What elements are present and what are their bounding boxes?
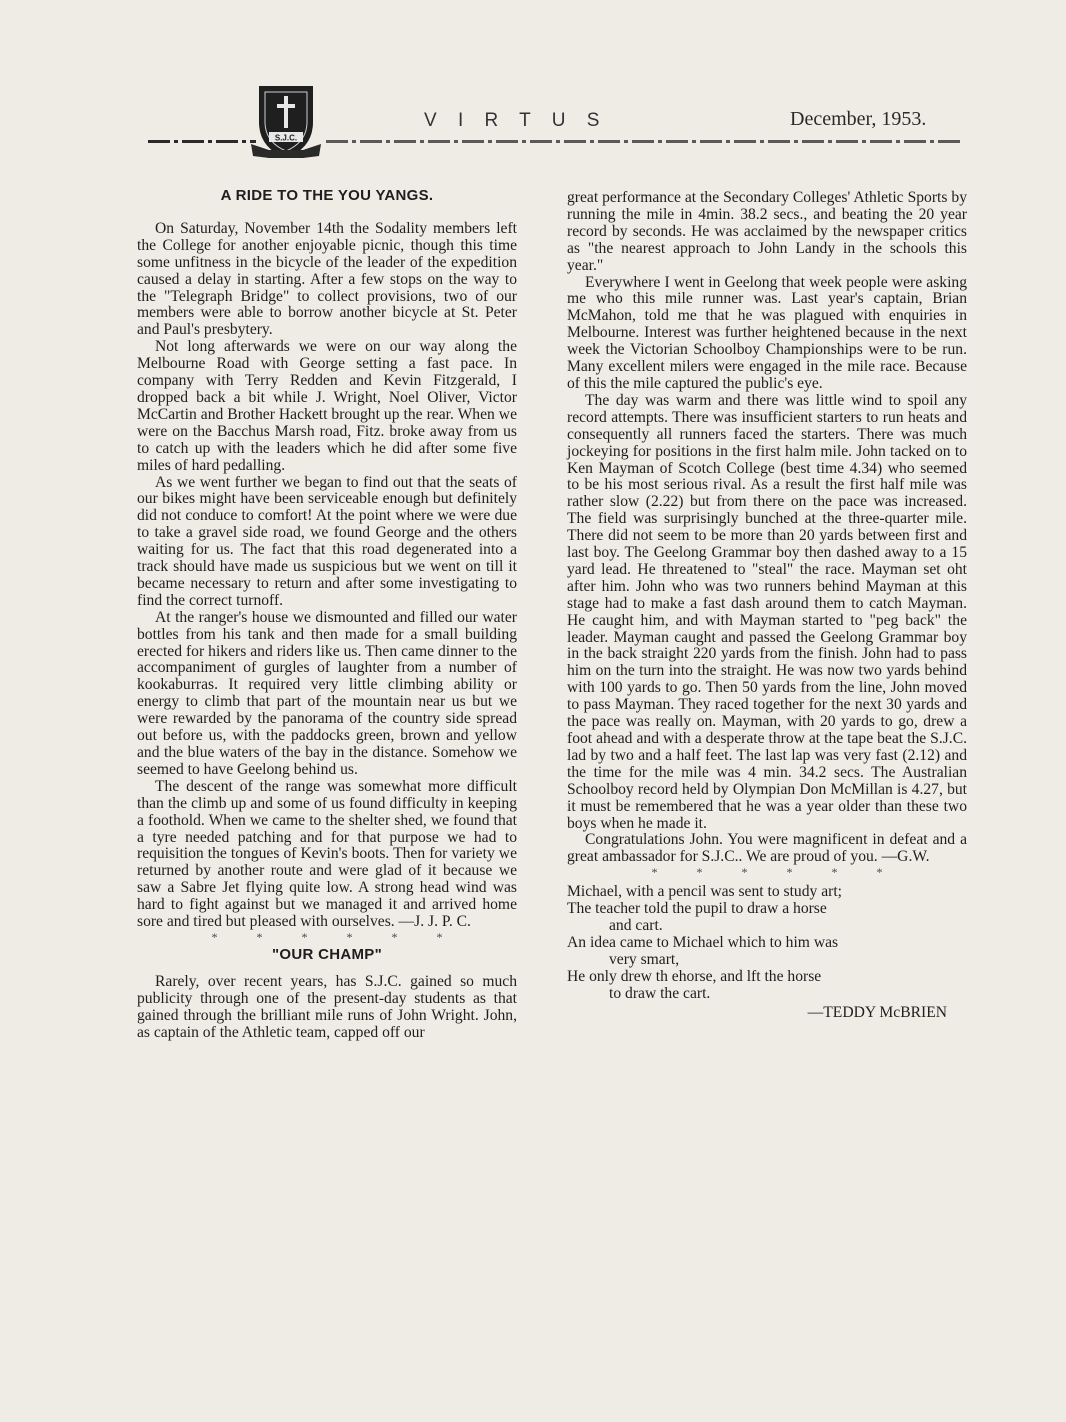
- article-paragraph: Rarely, over recent years, has S.J.C. gained so much publicity through one of the present-day students as that gained through the brilliant mile runs of John Wright. John, as captain of the Athletic team, capped off our: [137, 972, 517, 1041]
- article-paragraph: Everywhere I went in Geelong that week people were asking me who this mile runner was. Last year's captain, Brian McMahon, told me that he was plagued with enquiries in Melbourne. Interest was further heightened because in the next week the Victorian Schoolboy Championships were to be run. Many excellent milers were engaged in the mile race. Because of this the mile captured the public's eye.: [567, 273, 967, 392]
- masthead-title: V I R T U S: [424, 110, 608, 131]
- article-paragraph: At the ranger's house we dismounted and filled our water bottles from his tank and then made for a small building erected for hikers and riders like us. Then came dinner to the accompaniment of gurgles of laughter from a number of kookaburras. It required very little climbing ability or energy to climb that part of the mountain near us but we were rewarded by the panorama of the country side spread out before us, with the paddocks green, brown and yellow and the blue waters of the bay in the distance. Somehow we seemed to have Geelong behind us.: [137, 608, 517, 778]
- article-paragraph: great performance at the Secondary Colleges' Athletic Sports by running the mile in 4min. 38.2 secs., and beating the 20 year record by seconds. He was acclaimed by the newspaper critics as "the nearest approach to John Landy in the schools this year.": [567, 189, 967, 274]
- section-separator: * * * * * *: [211, 929, 461, 944]
- header-rule-right: [326, 140, 964, 143]
- article-paragraph: Not long afterwards we were on our way along the Melbourne Road with George setting a fast pace. In company with Terry Redden and Kevin Fitzgerald, I dropped back a bit while J. Wright, Noel Oliver, Victor McCartin and Brother Hackett brought up the rear. When we were on the Bacchus Marsh road, Fitz. broke away from us to catch up with the leaders which he did after some five miles of hard pedalling.: [137, 338, 517, 474]
- poem-author: —TEDDY McBRIEN: [807, 1003, 947, 1021]
- poem: [567, 884, 967, 1021]
- poem-line: He only drew th ehorse, and lft the horse: [567, 967, 822, 985]
- issue-date: December, 1953.: [790, 108, 927, 130]
- section-separator: * * * * * *: [651, 865, 901, 880]
- article-title: "OUR CHAMP": [271, 945, 383, 963]
- poem-line: Michael, with a pencil was sent to study art;: [567, 883, 842, 901]
- poem-line-continuation: very smart,: [609, 950, 680, 968]
- article-paragraph: As we went further we began to find out that the seats of our bikes might have been serviceable enough but definitely did not conduce to comfort! At the point where we were due to take a gravel side road, we found George and the others waiting for us. The fact that this road degenerated into a track should have made us suspicious but we went on till it became necessary to return and after some investigating to find the correct turnoff.: [137, 473, 517, 609]
- article-paragraph: The descent of the range was somewhat more difficult than the climb up and some of us found difficulty in keeping a foothold. When we came to the shelter shed, we found that a tyre needed patching and for that purpose we had to requisition the tongues of Kevin's boots. Then for variety we returned by another route and were glad of it because we saw a Sabre Jet flying quite low. A strong head wind was hard to fight against but we managed it and arrived home sore and tired but pleased with ourselves. —J. J. P. C.: [137, 777, 517, 931]
- page-header: [0, 0, 1066, 150]
- article-paragraph: Congratulations John. You were magnificent in defeat and a great ambassador for S.J.C.. We are proud of you. —G.W.: [567, 831, 967, 866]
- right-column: [567, 190, 967, 1022]
- poem-line-continuation: and cart.: [609, 917, 663, 935]
- left-column: [137, 188, 517, 1042]
- poem-line: The teacher told the pupil to draw a horse: [567, 900, 827, 918]
- poem-line: An idea came to Michael which to him was: [567, 933, 839, 951]
- article-paragraph: The day was warm and there was little wind to spoil any record attempts. There was insufficient starters to run heats and consequently all runners faced the starters. There was much jockeying for positions in the first halm mile. John tacked on to Ken Mayman of Scotch College (best time 4.34) who seemed to be his most serious rival. As a result the first half mile was rather slow (2.22) but from there on the pace was increased. The field was surprisingly bunched at the three-quarter mile. There did not seem to be more than 20 yards between first and last boy. The Geelong Grammar boy then dashed away to a 15 yard lead. He threatened to "steal" the race. Mayman set oht after him. John who was two runners behind Mayman at this stage had to make a fast dash around them to catch Mayman. He caught him, and with Mayman started to "peg back" the leader. Mayman caught and passed the Geelong Grammar boy in the back straight 220 yards from the finish. John had to pass him on the turn into the straight. He was now two yards behind with 100 yards to go. Then 50 yards from the line, John moved to pass Mayman. They raced together for the next 30 yards and the pace was really on. Mayman, with 20 yards to go, drew a foot ahead and with a desperate throw at the tape beat the S.J.C. lad by two and a half feet. The last lap was very fast (2.12) and the time for the mile was 4 min. 34.2 secs. The Australian Schoolboy record held by Olympian Don McMillan is 4.27, but it must be remembered that he was a year older than these two boys when he made it.: [567, 391, 967, 832]
- header-rule-left: [148, 140, 256, 143]
- poem-line-continuation: to draw the cart.: [609, 984, 711, 1002]
- school-crest-icon: [251, 82, 321, 160]
- article-paragraph: On Saturday, November 14th the Sodality members left the College for another enjoyable picnic, though this time some unfitness in the bicycle of the leader of the expedition caused a delay in starting. After a few stops on the way to the "Telegraph Bridge" to collect provisions, two of our members were able to borrow another bicycle at St. Peter and Paul's presbytery.: [137, 219, 517, 339]
- svg-text:S.J.C.: S.J.C.: [274, 133, 298, 143]
- article-title: A RIDE TO THE YOU YANGS.: [220, 187, 434, 204]
